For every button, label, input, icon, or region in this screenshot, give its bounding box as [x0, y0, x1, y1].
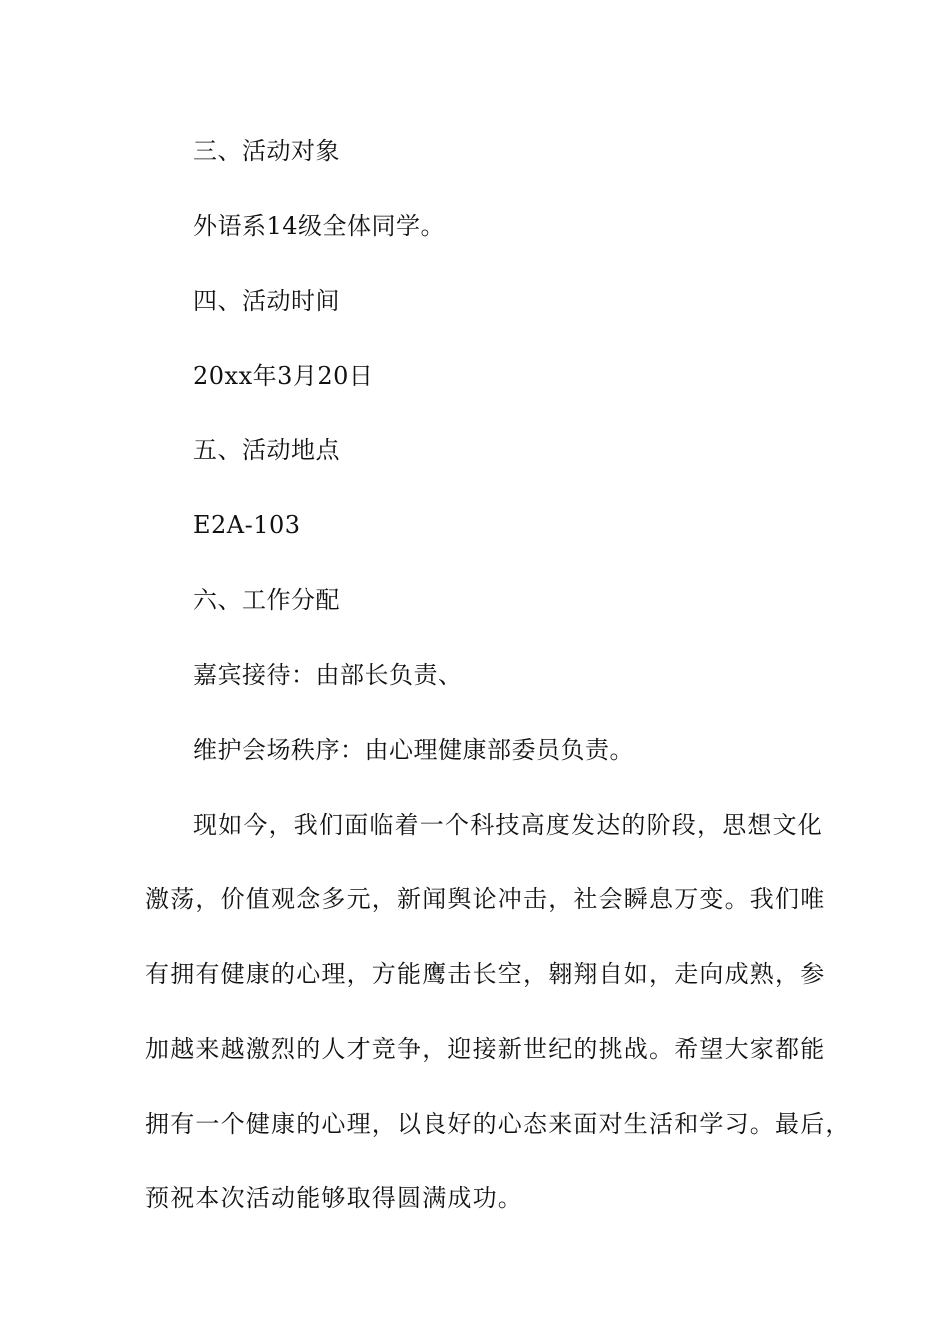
- closing-paragraph-line: 拥有一个健康的心理，以良好的心态来面对生活和学习。最后，: [145, 1110, 851, 1138]
- assignment-item: 嘉宾接待：由部长负责、: [193, 661, 463, 689]
- closing-paragraph-line: 激荡，价值观念多元，新闻舆论冲击，社会瞬息万变。我们唯: [145, 885, 826, 913]
- section-body-time: 20xx年3月20日: [193, 362, 374, 390]
- section-heading-assignment: 六、工作分配: [193, 586, 340, 614]
- closing-paragraph-line: 现如今，我们面临着一个科技高度发达的阶段，思想文化: [193, 811, 823, 839]
- closing-paragraph-line: 有拥有健康的心理，方能鹰击长空，翱翔自如，走向成熟，参: [145, 960, 826, 988]
- closing-paragraph-line: 加越来越激烈的人才竞争，迎接新世纪的挑战。希望大家都能: [145, 1035, 826, 1063]
- section-heading-location: 五、活动地点: [193, 436, 340, 464]
- section-heading-target: 三、活动对象: [193, 137, 340, 165]
- section-heading-time: 四、活动时间: [193, 287, 340, 315]
- assignment-item: 维护会场秩序：由心理健康部委员负责。: [193, 736, 634, 764]
- section-body-location: E2A-103: [193, 511, 301, 539]
- section-body-target: 外语系14级全体同学。: [193, 212, 446, 240]
- closing-paragraph-line: 预祝本次活动能够取得圆满成功。: [145, 1184, 523, 1212]
